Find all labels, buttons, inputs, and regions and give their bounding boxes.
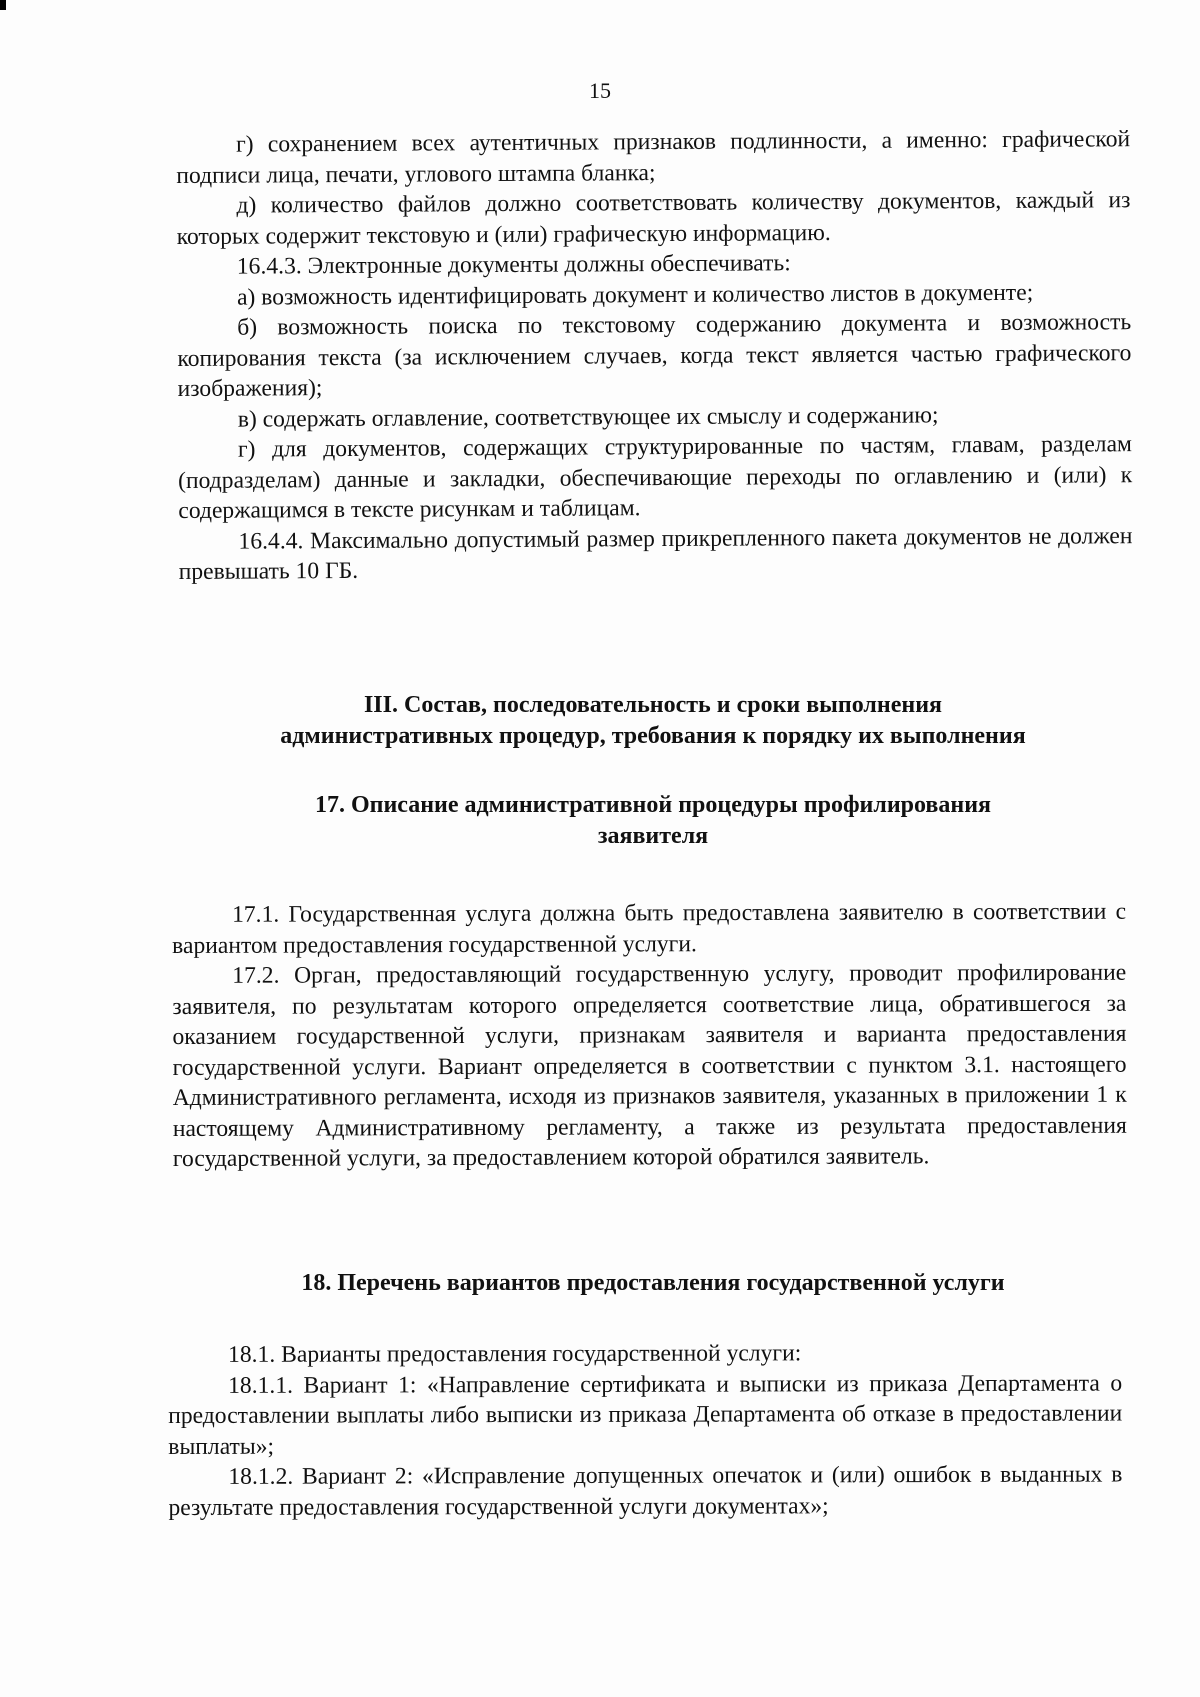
paragraph: г) сохранением всех аутентичных признаков подлинности, а именно: графической подписи лица, печати, углового штампа бланка;: [176, 126, 1131, 189]
paragraph: 18.1. Варианты предоставления государственной услуги:: [228, 1340, 802, 1368]
paragraph: 18.1.2. Вариант 2: «Исправление допущенных опечаток и (или) ошибок в выданных в результате предоставления государственной услуги документах»;: [168, 1461, 1123, 1521]
section-17-text: [172, 897, 1127, 1175]
paragraph: 17.1. Государственная услуга должна быть предоставлена заявителю в соответствии с вариантом предоставления государственной услуги.: [172, 898, 1127, 959]
section-iii-heading: [176, 690, 1130, 752]
paragraph: в) содержать оглавление, соответствующее их смыслу и содержанию;: [237, 401, 939, 433]
heading-line: 17. Описание административной процедуры профилирования: [314, 792, 992, 818]
heading-line: заявителя: [597, 823, 709, 849]
page-number: 15: [589, 78, 611, 103]
paragraph: б) возможность поиска по текстовому содержанию документа и возможность копирования текста (за исключением случаев, когда текст является частью графического изображения);: [177, 309, 1132, 402]
paragraph: 18.1.1. Вариант 1: «Направление сертификата и выписки из приказа Департамента о предоставлении выплаты либо выписки из приказа Департамента об отказе в предоставлении выплаты»;: [168, 1370, 1123, 1460]
scan-corner-mark: [0, 0, 6, 10]
section-16-text: [176, 124, 1133, 587]
heading-line: III. Состав, последовательность и сроки выполнения: [363, 692, 943, 718]
paragraph: г) для документов, содержащих структурированные по частям, главам, разделам (подразделам) данные и закладки, обеспечивающие переходы по оглавлению и (или) к содержащимся в тексте рисункам и таблицам.: [178, 431, 1133, 524]
section-18-heading: [176, 1268, 1130, 1299]
paragraph: 16.4.4. Максимально допустимый размер прикрепленного пакета документов не должен превышать 10 ГБ.: [178, 522, 1133, 585]
heading-line: 18. Перечень вариантов предоставления государственной услуги: [301, 1270, 1005, 1296]
paragraph: 16.4.3. Электронные документы должны обеспечивать:: [236, 250, 791, 280]
paragraph: 17.2. Орган, предоставляющий государственную услугу, проводит профилирование заявителя, по результатам которого определяется соответствие лица, обратившегося за оказанием государственной услуги, признакам заявителя и варианта предоставления государственной услуги. Вариант определяется в соответствии с пунктом 3.1. настоящего Административного регламента, исходя из признаков заявителя, указанных в приложении 1 к настоящему Административному регламенту, а также из результата предоставления государственной услуги, за предоставлением которой обратился заявитель.: [172, 959, 1127, 1172]
section-17-heading: [176, 790, 1130, 852]
paragraph: д) количество файлов должно соответствовать количеству документов, каждый из которых содержит текстовую и (или) графическую информацию.: [176, 187, 1131, 250]
section-18-text: [168, 1338, 1122, 1523]
heading-line: административных процедур, требования к порядку их выполнения: [280, 723, 1026, 749]
paragraph: а) возможность идентифицировать документ и количество листов в документе;: [236, 279, 1034, 311]
